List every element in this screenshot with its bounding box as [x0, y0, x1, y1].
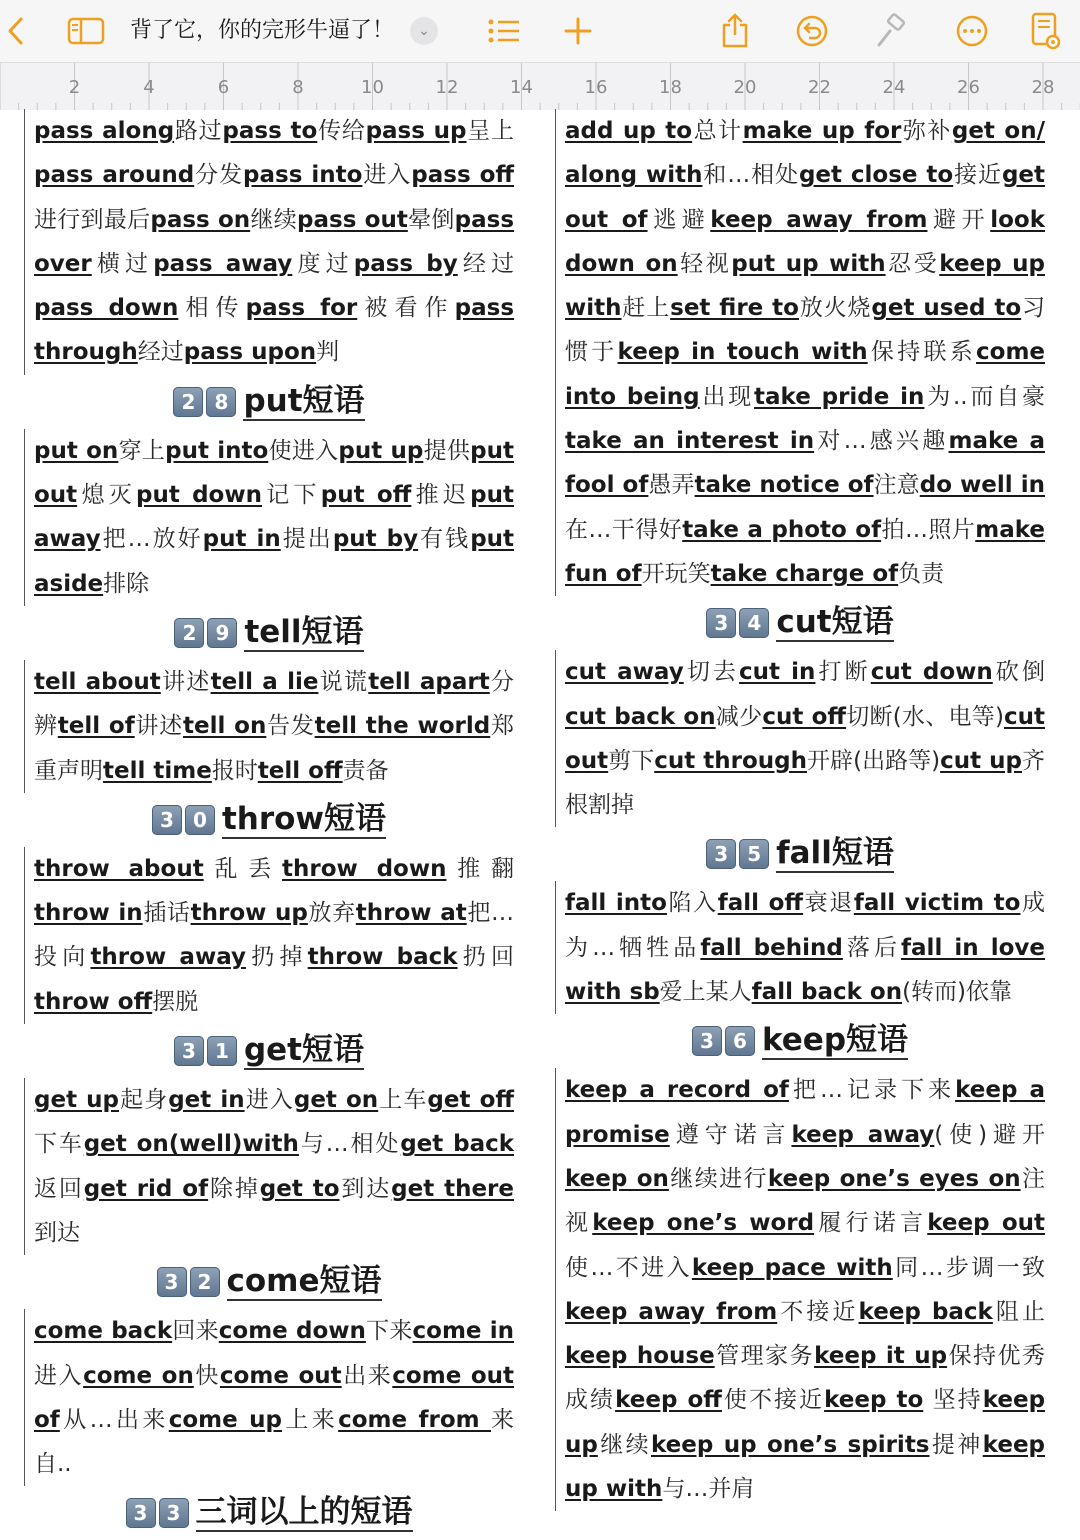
phrase-term: put out	[34, 437, 515, 509]
share-icon[interactable]	[718, 0, 752, 62]
phrase-meaning: 相传	[178, 295, 246, 322]
phrase-meaning: 不接近	[777, 1298, 859, 1325]
tell-phrases-paragraph[interactable]	[24, 660, 514, 793]
phrase-term: fall off	[717, 890, 804, 917]
phrase-term: pass on	[150, 206, 251, 233]
phrase-meaning: 到达	[34, 1219, 80, 1246]
phrase-term: keep one’s eyes on	[767, 1165, 1021, 1192]
phrase-meaning: 落后	[842, 934, 902, 961]
phrase-meaning: 上车	[378, 1087, 428, 1114]
ellipsis-icon[interactable]	[954, 0, 990, 62]
phrase-meaning: 经过	[137, 339, 184, 366]
keycap-number-icon: 1	[207, 1036, 237, 1066]
ruler-label: 26	[957, 77, 980, 98]
phrase-meaning: 扔回	[457, 944, 514, 971]
phrase-term: fall into	[565, 890, 667, 917]
phrase-meaning: 继续	[250, 206, 298, 233]
phrase-meaning: 逃避	[647, 206, 711, 233]
phrase-term: get in	[168, 1087, 245, 1114]
phrase-meaning: 注意	[873, 472, 920, 499]
phrase-term: keep back	[858, 1298, 993, 1325]
phrase-term: keep off	[615, 1387, 722, 1414]
phrase-meaning: 返回	[34, 1175, 84, 1202]
phrase-term: keep on	[565, 1165, 669, 1192]
phrase-term: put into	[165, 437, 269, 464]
keycap-number-icon: 3	[706, 608, 736, 638]
phrase-term: pass out	[297, 206, 408, 233]
ruler-label: 10	[361, 77, 384, 98]
phrase-term: put off	[320, 482, 412, 509]
phrase-meaning: 继续进行	[668, 1165, 768, 1192]
phrase-term: pass over	[34, 206, 515, 277]
ruler-label: 18	[659, 77, 682, 98]
phrase-term: tell off	[257, 757, 343, 784]
phrase-meaning: 讲述	[160, 668, 211, 695]
section-heading-text: keep短语	[761, 1022, 909, 1059]
phrase-term: keep up with	[565, 1431, 1046, 1503]
phrase-meaning: 穿上	[118, 437, 166, 464]
phrase-meaning: 传给	[317, 118, 366, 144]
phrase-term: come on	[83, 1362, 194, 1389]
phrase-term: keep a record of	[565, 1077, 789, 1104]
phrase-term: come down	[218, 1318, 366, 1345]
phrase-meaning: 讲述	[134, 713, 184, 740]
section-heading-text: cut短语	[776, 604, 894, 641]
phrase-term: keep away from	[710, 206, 928, 233]
phrase-meaning: 有钱	[418, 526, 471, 553]
keycap-number-icon: 0	[185, 805, 215, 835]
phrase-meaning: 报时	[211, 757, 258, 784]
phrase-meaning: 分辨	[34, 668, 515, 740]
phrase-meaning: 进入	[362, 162, 412, 189]
come-phrases-paragraph[interactable]	[24, 1309, 514, 1486]
phrase-meaning: 判	[316, 339, 340, 366]
phrase-meaning: 为..而自豪	[924, 383, 1045, 410]
phrase-term: add up to	[565, 118, 693, 144]
phrase-meaning: 管理家务	[714, 1343, 815, 1370]
phrase-meaning: 晕倒	[407, 206, 455, 233]
phrase-term: cut away	[565, 659, 684, 686]
section-heading-cut	[555, 596, 1045, 650]
phrase-term: put up	[338, 437, 424, 464]
phrase-term: come out	[219, 1362, 342, 1389]
phrase-meaning: 习惯于	[565, 295, 1046, 366]
phrase-term: cut up	[940, 747, 1022, 774]
ruler[interactable]	[0, 62, 1080, 112]
phrase-meaning: 保持联系	[867, 339, 977, 366]
phrase-term: pass for	[245, 295, 358, 322]
top-toolbar	[0, 0, 1080, 62]
phrase-term: cut through	[654, 747, 808, 774]
phrase-meaning: 提出	[280, 526, 333, 553]
phrase-meaning: 出来	[341, 1362, 393, 1389]
section-heading-come	[24, 1255, 514, 1309]
phrase-meaning: 阻止	[992, 1298, 1046, 1325]
phrase-meaning: 说谎	[318, 668, 369, 695]
phrase-meaning: 避开	[927, 206, 991, 233]
phrase-term: put aside	[34, 526, 515, 597]
phrase-meaning: 爱上某人	[659, 979, 752, 1006]
phrase-meaning: 提神	[929, 1431, 983, 1458]
section-heading-text: come短语	[226, 1263, 382, 1300]
phrase-term: get to	[259, 1175, 340, 1202]
phrase-meaning: 除掉	[208, 1175, 260, 1202]
phrase-term: keep to	[824, 1387, 924, 1414]
phrase-meaning: 从…出来	[59, 1406, 169, 1433]
keycap-number-icon: 2	[190, 1267, 220, 1297]
phrase-meaning: (使)避开	[934, 1121, 1045, 1148]
phrase-term: keep away from	[565, 1298, 778, 1325]
document-title[interactable]: 背了它，你的完形牛逼了！	[130, 18, 395, 43]
phrase-term: tell a lie	[210, 668, 319, 695]
phrase-term: keep one’s word	[592, 1210, 815, 1237]
phrase-term: keep up one’s spirits	[651, 1431, 930, 1458]
phrase-term: pass up	[365, 118, 467, 144]
phrase-term: throw off	[34, 988, 153, 1015]
phrase-meaning: 弥补	[901, 118, 952, 144]
keycap-number-icon: 2	[174, 618, 204, 648]
get-phrases-paragraph[interactable]	[24, 1078, 514, 1255]
phrase-meaning: 把…记录下来	[788, 1077, 956, 1104]
phrase-term: come in	[412, 1318, 515, 1345]
section-heading-text: put短语	[243, 382, 365, 419]
phrase-meaning: 记下	[261, 482, 321, 509]
phrase-term: throw down	[282, 855, 447, 882]
throw-phrases-paragraph[interactable]	[24, 847, 514, 1024]
phrase-meaning: 进入	[244, 1087, 294, 1114]
phrase-meaning: 路过	[174, 118, 223, 144]
ruler-label: 8	[292, 77, 304, 98]
cut-phrases-paragraph[interactable]	[555, 650, 1045, 827]
phrase-meaning: 插话	[142, 900, 191, 927]
phrase-meaning: 与…并肩	[662, 1476, 755, 1503]
phrase-meaning: 拍…照片	[881, 516, 976, 543]
phrase-term: tell on	[183, 713, 267, 740]
phrase-term: pass by	[353, 250, 458, 277]
phrase-term: tell apart	[368, 668, 490, 695]
phrase-term: tell of	[57, 713, 135, 740]
phrase-meaning: 推迟	[411, 482, 471, 509]
phrase-term: keep it up	[814, 1343, 948, 1370]
keycap-number-icon: 3	[152, 805, 182, 835]
phrase-meaning: 砍倒	[992, 659, 1046, 686]
phrase-term: keep a promise	[565, 1077, 1046, 1148]
ruler-ticks	[0, 63, 1080, 111]
phrase-term: put by	[332, 526, 419, 553]
phrase-term: get on	[293, 1087, 379, 1114]
chevron-down-icon[interactable]: ⌄	[410, 17, 438, 45]
sidebar-icon[interactable]	[64, 0, 108, 62]
pass-phrases-paragraph[interactable]	[24, 109, 514, 375]
phrase-term: throw back	[307, 944, 458, 971]
list-icon[interactable]	[484, 0, 524, 62]
phrase-meaning: 告发	[266, 713, 315, 740]
keycap-number-icon: 3	[157, 1267, 187, 1297]
section-heading-get	[24, 1024, 514, 1078]
phrase-meaning: 进入	[34, 1362, 84, 1389]
paintbrush-icon[interactable]	[874, 0, 910, 62]
right-column	[555, 110, 1045, 1511]
phrase-term: keep out	[927, 1210, 1045, 1237]
phrase-term: look down on	[565, 206, 1046, 277]
keycap-number-icon: 9	[207, 618, 237, 648]
phrase-term: get rid of	[83, 1175, 209, 1202]
phrase-term: fall in love with sb	[565, 934, 1045, 1006]
phrase-meaning: 总计	[692, 118, 743, 144]
phrase-term: do well in	[919, 472, 1046, 499]
left-column	[24, 110, 514, 1540]
phrase-term: get there	[391, 1175, 514, 1202]
phrase-term: get close to	[798, 162, 954, 189]
phrase-meaning: 扔掉	[246, 944, 308, 971]
phrase-meaning: 排除	[103, 570, 150, 597]
section-heading-text: 三词以上的短语	[195, 1494, 413, 1531]
phrase-meaning: 提供	[423, 437, 471, 464]
section-heading-text: throw短语	[221, 800, 387, 837]
phrase-meaning: 责备	[342, 757, 389, 784]
phrase-term: pass to	[222, 118, 318, 144]
phrase-term: cut in	[739, 659, 816, 686]
phrase-term: put on	[34, 437, 119, 464]
keycap-number-icon: 2	[173, 387, 203, 417]
phrase-term: put in	[202, 526, 281, 553]
phrase-term: throw up	[190, 900, 308, 927]
phrase-term: get on/ along with	[565, 118, 1045, 189]
keycap-number-icon: 3	[692, 1026, 722, 1056]
ruler-label: 6	[217, 77, 230, 98]
phrase-term: make a fool of	[565, 428, 1046, 499]
chevron-left-icon[interactable]	[0, 0, 30, 62]
phrase-term: pass into	[243, 162, 363, 189]
phrase-meaning: 下来	[365, 1318, 413, 1345]
phrase-meaning: 回来	[172, 1318, 219, 1345]
ruler-label: 22	[808, 77, 831, 98]
phrase-meaning: 切去	[683, 659, 740, 686]
phrase-meaning: 轻视	[677, 250, 732, 277]
phrase-meaning: (转而)依靠	[902, 979, 1013, 1006]
phrase-term: get on(well)with	[83, 1131, 299, 1158]
plus-icon[interactable]	[562, 0, 594, 62]
ruler-label: 14	[510, 77, 533, 98]
phrase-meaning: 坚持	[923, 1387, 983, 1414]
phrase-meaning: 使进入	[268, 437, 339, 464]
undo-icon[interactable]	[794, 0, 830, 62]
keycap-number-icon: 8	[206, 387, 236, 417]
phrase-term: get up	[34, 1087, 119, 1114]
phrase-meaning: 分发	[194, 162, 244, 189]
phrase-meaning: 保持优秀成绩	[565, 1343, 1046, 1414]
phrase-term: pass through	[34, 295, 515, 366]
phrase-term: fall behind	[700, 934, 843, 961]
phrase-term: come out of	[34, 1362, 515, 1433]
phrase-term: keep pace with	[691, 1254, 893, 1281]
section-heading-keep	[555, 1014, 1045, 1068]
phrase-term: take charge of	[710, 560, 899, 587]
phrase-meaning: 快	[193, 1362, 220, 1389]
phrase-meaning: 度过	[292, 250, 354, 277]
phrase-term: pass along	[34, 118, 175, 144]
phrase-meaning: 遵守诺言	[669, 1121, 792, 1148]
document-page[interactable]	[0, 110, 1080, 1531]
phrase-meaning: 郑重声明	[34, 713, 515, 784]
ruler-label: 4	[143, 77, 155, 98]
phrase-term: get used to	[871, 295, 1022, 322]
fall-phrases-paragraph[interactable]	[555, 881, 1045, 1014]
phrase-term: pass upon	[183, 339, 317, 366]
phrase-term: set fire to	[670, 295, 799, 322]
phrase-meaning: 起身	[118, 1087, 169, 1114]
phrase-meaning: 接近	[953, 162, 1002, 189]
phrase-meaning: 履行诺言	[814, 1210, 928, 1237]
phrase-meaning: 开玩笑	[641, 560, 711, 587]
keycap-number-icon: 6	[725, 1026, 755, 1056]
phrase-term: throw at	[355, 900, 467, 927]
phrase-meaning: 在…干得好	[565, 516, 683, 543]
section-heading-text: tell短语	[244, 613, 364, 650]
phrase-meaning: 愚弄	[648, 472, 695, 499]
phrase-meaning: 进行到最后	[34, 206, 151, 233]
ruler-label: 24	[882, 77, 906, 98]
phrase-meaning: 衰退	[803, 890, 854, 917]
phrase-meaning: 把…放好	[100, 526, 203, 553]
phrase-term: throw in	[34, 900, 143, 927]
multiword-phrases-paragraph[interactable]	[555, 109, 1045, 596]
phrase-term: come into being	[565, 339, 1046, 410]
phrase-term: take an interest in	[565, 428, 815, 455]
phrase-term: get back	[400, 1131, 515, 1158]
phrase-term: keep in touch with	[617, 339, 868, 366]
phrase-term: fall back on	[751, 979, 903, 1006]
keycap-number-icon: 4	[739, 608, 769, 638]
phrase-meaning: 负责	[898, 560, 945, 587]
phrase-term: get off	[427, 1087, 514, 1114]
phrase-term: throw about	[34, 855, 204, 882]
section-heading-throw	[24, 793, 514, 847]
phrase-term: cut down	[870, 659, 993, 686]
section-heading-tell	[24, 606, 514, 660]
phrase-meaning: 上来	[281, 1406, 339, 1433]
phrase-term: cut back on	[565, 703, 716, 730]
section-heading-text: fall短语	[776, 835, 894, 872]
phrase-meaning: 和…相处	[702, 162, 799, 189]
phrase-meaning: 齐根割掉	[565, 747, 1046, 819]
phrase-term: take notice of	[694, 472, 874, 499]
ruler-label: 12	[435, 77, 459, 98]
phrase-term: come up	[168, 1406, 282, 1433]
phrase-meaning: 注视	[565, 1165, 1046, 1237]
phrase-meaning: 推翻	[446, 855, 515, 882]
phrase-term: take pride in	[754, 383, 925, 410]
phrase-meaning: 熄灭	[77, 482, 136, 509]
phrase-meaning: 摆脱	[152, 988, 199, 1015]
phrase-meaning: 把…投向	[34, 900, 515, 971]
phrase-meaning: 来自..	[34, 1406, 515, 1478]
phrase-meaning: 被看作	[357, 295, 455, 322]
phrase-term: come back	[34, 1318, 173, 1345]
section-heading-fall	[555, 827, 1045, 881]
phrase-term: get out of	[565, 162, 1045, 233]
keep-phrases-paragraph[interactable]	[555, 1068, 1045, 1511]
section-heading-text: get短语	[243, 1032, 365, 1069]
phrase-term: make fun of	[565, 516, 1046, 587]
phrase-term: make up for	[742, 118, 902, 144]
phrase-meaning: 忍受	[885, 250, 940, 277]
phrase-term: cut off	[762, 703, 847, 730]
phrase-meaning: 打断	[815, 659, 871, 686]
phrase-term: keep up with	[565, 250, 1046, 322]
phrase-meaning: 继续	[597, 1431, 651, 1458]
keycap-number-icon: 3	[126, 1498, 156, 1528]
section-heading-put	[24, 375, 514, 429]
phrase-term: fall victim to	[853, 890, 1021, 917]
phrase-meaning: 出现	[699, 383, 755, 410]
phrase-term: keep up	[565, 1387, 1046, 1458]
ruler-label: 20	[733, 77, 757, 98]
phrase-term: come from	[338, 1406, 492, 1433]
phrase-meaning: 与…相处	[298, 1131, 401, 1158]
keycap-number-icon: 5	[739, 839, 769, 869]
ruler-label: 2	[68, 77, 81, 98]
phrase-meaning: 使不接近	[721, 1387, 825, 1414]
phrase-meaning: 减少	[715, 703, 763, 730]
document-view-icon[interactable]	[1028, 0, 1064, 62]
phrase-meaning: 同…步调一致	[892, 1254, 1046, 1281]
phrase-meaning: 下车	[34, 1131, 84, 1158]
phrase-term: pass down	[34, 295, 179, 322]
phrase-meaning: 使…不进入	[565, 1254, 692, 1281]
keycap-number-icon: 3	[706, 839, 736, 869]
phrase-meaning: 横过	[91, 250, 154, 277]
phrase-term: pass around	[34, 162, 195, 189]
phrase-meaning: 到达	[339, 1175, 392, 1202]
ruler-label: 28	[1031, 77, 1055, 98]
phrase-meaning: 开辟(出路等)	[807, 747, 941, 774]
phrase-term: throw away	[90, 944, 246, 971]
phrase-term: tell about	[34, 668, 161, 695]
phrase-term: pass away	[153, 250, 293, 277]
phrase-meaning: 剪下	[608, 747, 655, 774]
phrase-term: keep away	[791, 1121, 935, 1148]
keycap-number-icon: 3	[174, 1036, 204, 1066]
phrase-term: put away	[34, 482, 514, 553]
phrase-term: put down	[135, 482, 262, 509]
put-phrases-paragraph[interactable]	[24, 429, 514, 606]
phrase-meaning: 对…感兴趣	[814, 428, 949, 455]
keycap-number-icon: 3	[159, 1498, 189, 1528]
phrase-meaning: 成为…牺牲品	[565, 890, 1046, 961]
ruler-label: 16	[584, 77, 608, 98]
phrase-meaning: 放弃	[307, 900, 356, 927]
phrase-term: tell the world	[314, 713, 491, 740]
phrase-term: pass off	[411, 162, 515, 189]
phrase-meaning: 陷入	[666, 890, 718, 917]
phrase-meaning: 呈上	[466, 118, 515, 144]
phrase-meaning: 放火烧	[798, 295, 872, 322]
section-heading-multiword	[24, 1486, 514, 1540]
phrase-term: put up with	[731, 250, 886, 277]
phrase-meaning: 经过	[457, 250, 515, 277]
phrase-meaning: 赶上	[621, 295, 671, 322]
phrase-term: cut out	[565, 703, 1046, 774]
phrase-term: tell time	[103, 757, 212, 784]
phrase-term: keep house	[565, 1343, 715, 1370]
phrase-term: take a photo of	[682, 516, 882, 543]
phrase-meaning: 乱丢	[203, 855, 283, 882]
phrase-meaning: 切断(水、电等)	[846, 703, 1004, 730]
